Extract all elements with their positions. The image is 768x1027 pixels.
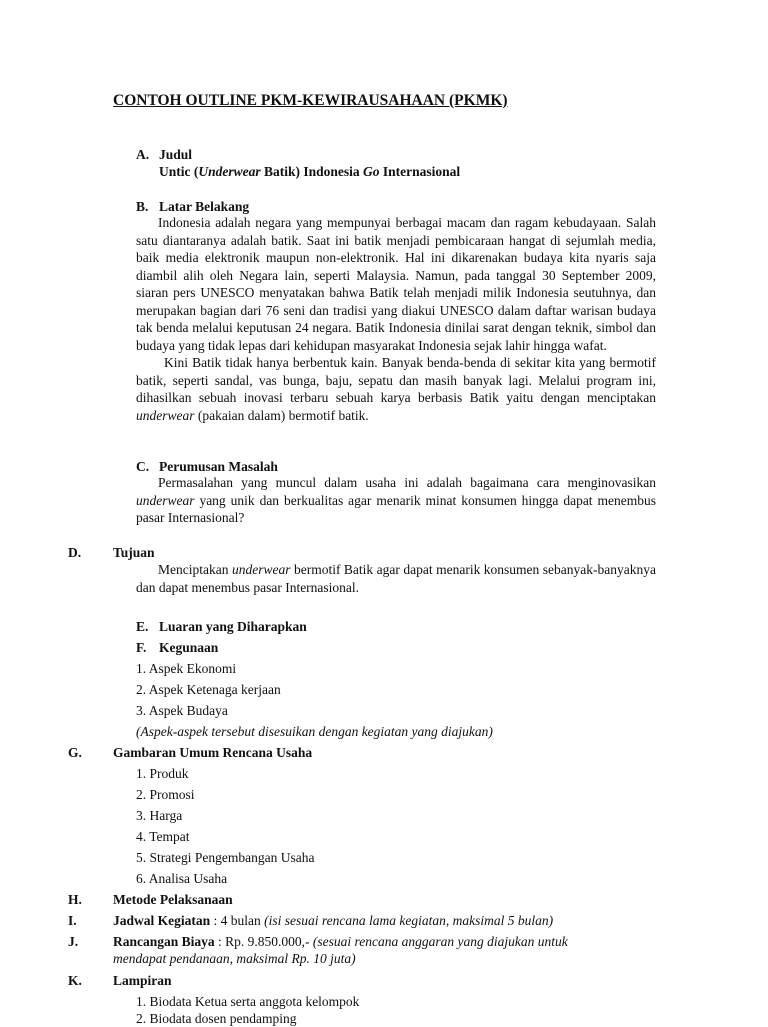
section-c-body: Permasalahan yang muncul dalam usaha ini adalah bagaimana cara menginovasikan underwear yang unik dan berkualitas agar menarik minat konsumen hingga dapat menembus pasar Internasional?: [136, 475, 656, 525]
section-k-letter: K.: [68, 973, 82, 988]
section-d-letter: D.: [68, 545, 82, 560]
section-i-letter: I.: [68, 913, 77, 928]
section-c-letter: C.: [136, 459, 150, 474]
section-h-heading: Metode Pelaksanaan: [113, 892, 233, 907]
section-a-letter: A.: [136, 147, 150, 162]
section-b-paragraph-2: Kini Batik tidak hanya berbentuk kain. Banyak benda-benda di sekitar kita yang bermotif batik, seperti sandal, vas bunga, baju, sepatu dan masih banyak lagi. Melalui program ini, dihasilkan sebuah inovasi terbaru sebuah karya berbasis Batik yaitu dengan menciptakan underwear (pakaian dalam) bermotif batik.: [136, 355, 656, 423]
list-item: 1. Biodata Ketua serta anggota kelompok: [136, 994, 360, 1009]
section-f-note: (Aspek-aspek tersebut disesuikan dengan kegiatan yang diajukan): [136, 724, 493, 739]
list-item: 4. Tempat: [136, 829, 190, 844]
section-j-note-cont: mendapat pendanaan, maksimal Rp. 10 juta): [113, 951, 356, 966]
list-item: 1. Produk: [136, 766, 189, 781]
section-i-line: Jadwal Kegiatan : 4 bulan (isi sesuai rencana lama kegiatan, maksimal 5 bulan): [113, 913, 554, 928]
section-b-paragraph-1: Indonesia adalah negara yang mempunyai berbagai macam dan ragam kebudayaan. Salah satu diantaranya adalah batik. Saat ini batik menjadi pembicaraan hangat di sejumlah media, baik media elektronik maupun non-elektronik. Hal ini dikarenakan budaya kita nyaris saja diambil alih oleh Negara lain, seperti Malaysia. Namun, pada tanggal 30 September 2009, siaran pers UNESCO menyatakan bahwa Batik telah menjadi milik Indonesia seutuhnya, dan merupakan bagian dari 76 seni dan tradisi yang diakui UNESCO dalam daftar warisan budaya tak benda melalui keputusan 24 negara. Batik Indonesia dinilai sarat dengan teknik, simbol dan budaya yang tidak lepas dari kehidupan masyarakat Indonesia sejak lahir hingga wafat.: [136, 215, 656, 353]
section-e-letter: E.: [136, 619, 149, 634]
section-k-heading: Lampiran: [113, 973, 172, 988]
section-b-heading: Latar Belakang: [159, 199, 250, 214]
list-item: 3. Aspek Budaya: [136, 703, 228, 718]
section-h-letter: H.: [68, 892, 82, 907]
section-b-body: [136, 214, 656, 424]
list-item: 3. Harga: [136, 808, 183, 823]
list-item: 2. Promosi: [136, 787, 195, 802]
section-c-heading: Perumusan Masalah: [159, 459, 278, 474]
section-a-title: Untic (Underwear Batik) Indonesia Go Internasional: [159, 164, 461, 179]
list-item: 5. Strategi Pengembangan Usaha: [136, 850, 315, 865]
section-j-line: Rancangan Biaya : Rp. 9.850.000,- (sesuai rencana anggaran yang diajukan untuk: [113, 934, 568, 949]
section-e-heading: Luaran yang Diharapkan: [159, 619, 307, 634]
section-d-heading: Tujuan: [113, 545, 155, 560]
section-a-heading: Judul: [159, 147, 193, 162]
list-item: 1. Aspek Ekonomi: [136, 661, 237, 676]
section-d-body: Menciptakan underwear bermotif Batik agar dapat menarik konsumen sebanyak-banyaknya dan dapat menembus pasar Internasional.: [136, 562, 656, 595]
list-item: 2. Aspek Ketenaga kerjaan: [136, 682, 281, 697]
section-g-heading: Gambaran Umum Rencana Usaha: [113, 745, 313, 760]
list-item: 2. Biodata dosen pendamping: [136, 1011, 297, 1026]
list-item: 6. Analisa Usaha: [136, 871, 228, 886]
section-j-letter: J.: [68, 934, 79, 949]
page-title: CONTOH OUTLINE PKM-KEWIRAUSAHAAN (PKMK): [113, 92, 508, 109]
section-b-letter: B.: [136, 199, 149, 214]
section-f-letter: F.: [136, 640, 147, 655]
section-f-heading: Kegunaan: [159, 640, 219, 655]
section-g-letter: G.: [68, 745, 82, 760]
